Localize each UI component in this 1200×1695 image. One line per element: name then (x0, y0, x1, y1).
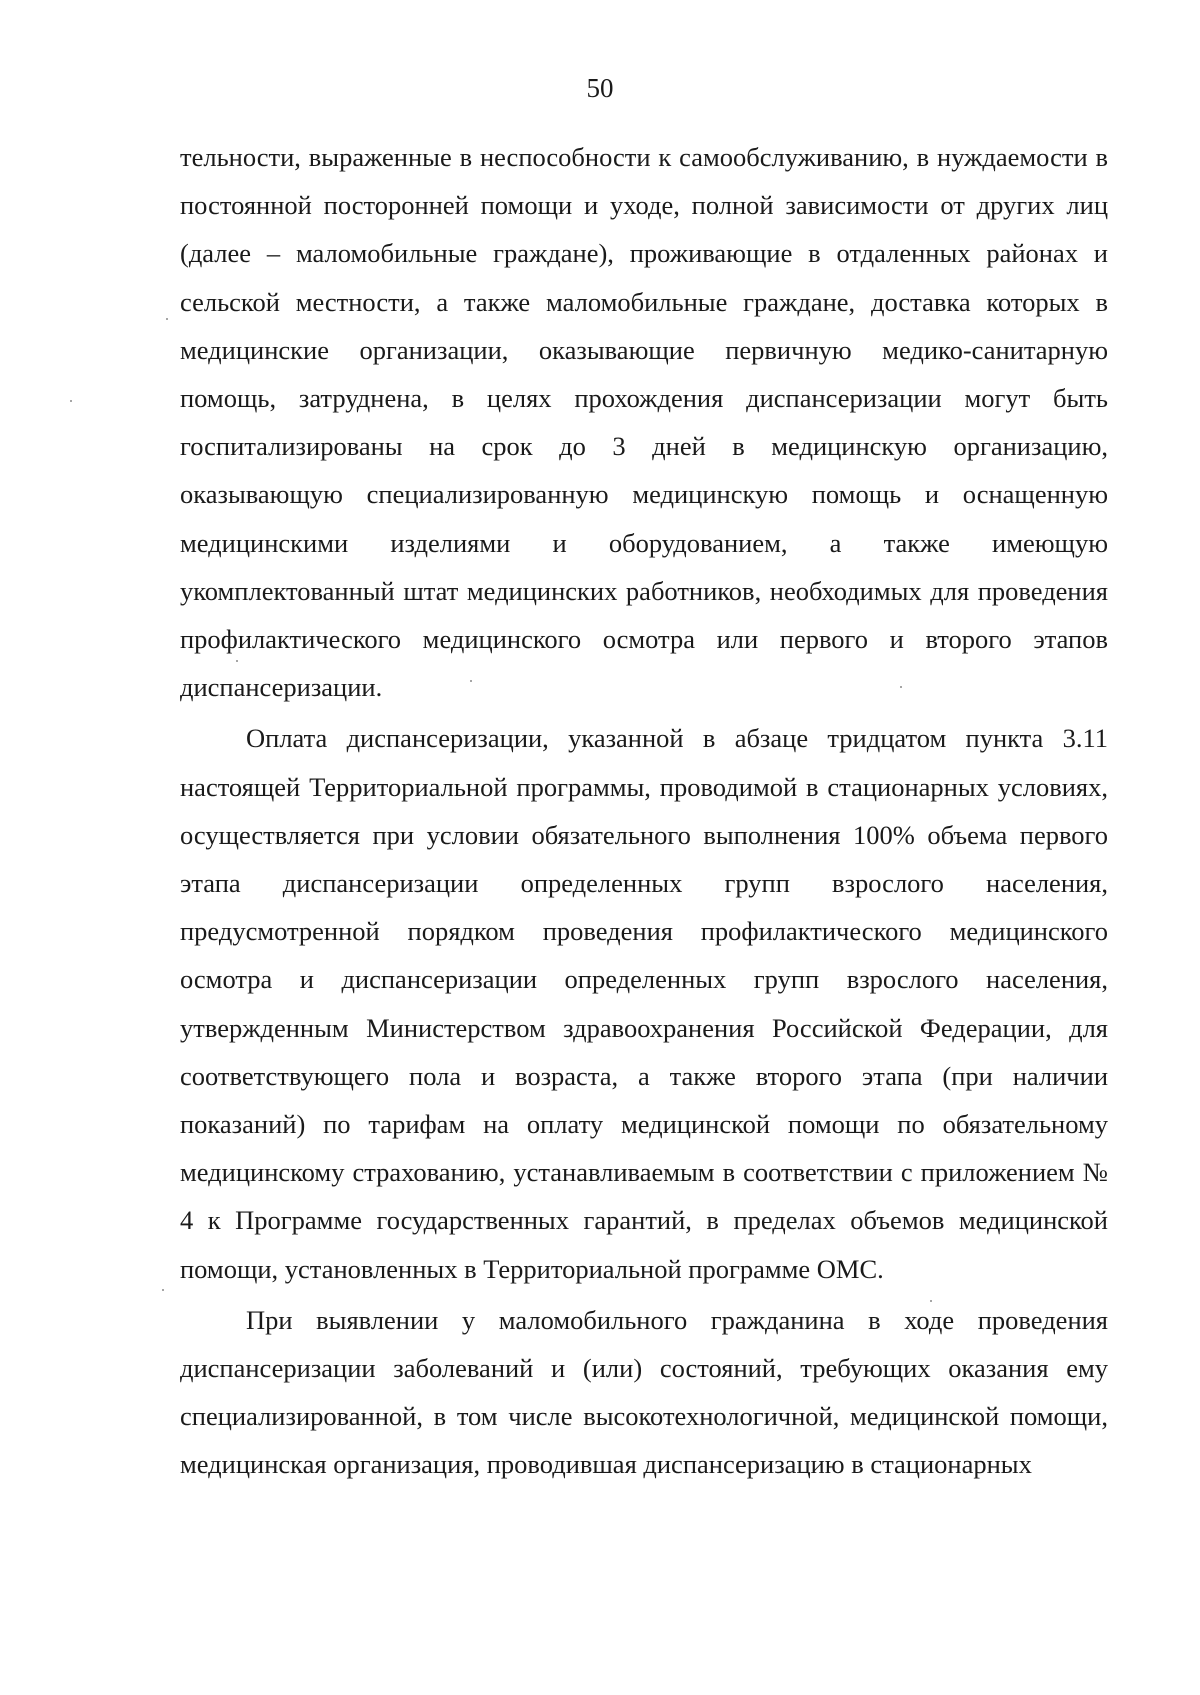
scan-speck (930, 1300, 932, 1302)
scan-speck (236, 660, 238, 662)
body-text (180, 133, 1108, 1489)
scan-speck (70, 400, 72, 402)
page-number: 50 (586, 73, 614, 103)
paragraph-2: Оплата диспансеризации, указанной в абзаце тридцатом пункта 3.11 настоящей Территориальной программы, проводимой в стационарных условиях, осуществляется при условии обязательного выполнения 100% объема первого этапа диспансеризации определенных групп взрослого населения, предусмотренной порядком проведения профилактического медицинского осмотра и диспансеризации определенных групп взрослого населения, утвержденным Министерством здравоохранения Российской Федерации, для соответствующего пола и возраста, а также второго этапа (при наличии показаний) по тарифам на оплату медицинской помощи по обязательному медицинскому страхованию, устанавливаемым в соответствии с приложением № 4 к Программе государственных гарантий, в пределах объемов медицинской помощи, установленных в Территориальной программе ОМС. (180, 723, 1108, 1284)
paragraph-1: тельности, выраженные в неспособности к самообслуживанию, в нуждаемости в постоянной посторонней помощи и уходе, полной зависимости от других лиц (далее – маломобильные граждане), проживающие в отдаленных районах и сельской местности, а также маломобильные граждане, доставка которых в медицинские организации, оказывающие первичную медико-санитарную помощь, затруднена, в целях прохождения диспансеризации могут быть госпитализированы на срок до 3 дней в медицинскую организацию, оказывающую специализированную медицинскую помощь и оснащенную медицинскими изделиями и оборудованием, а также имеющую укомплектованный штат медицинских работников, необходимых для проведения профилактического медицинского осмотра или первого и второго этапов диспансеризации. (180, 142, 1108, 703)
paragraph-3: При выявлении у маломобильного гражданина в ходе проведения диспансеризации заболеваний и (или) состояний, требующих оказания ему специализированной, в том числе высокотехнологичной, медицинской помощи, медицинская организация, проводившая диспансеризацию в стационарных (180, 1304, 1108, 1480)
scan-speck (162, 1289, 164, 1291)
scan-speck (470, 680, 472, 682)
scan-speck (166, 318, 168, 320)
scan-speck (900, 686, 902, 688)
